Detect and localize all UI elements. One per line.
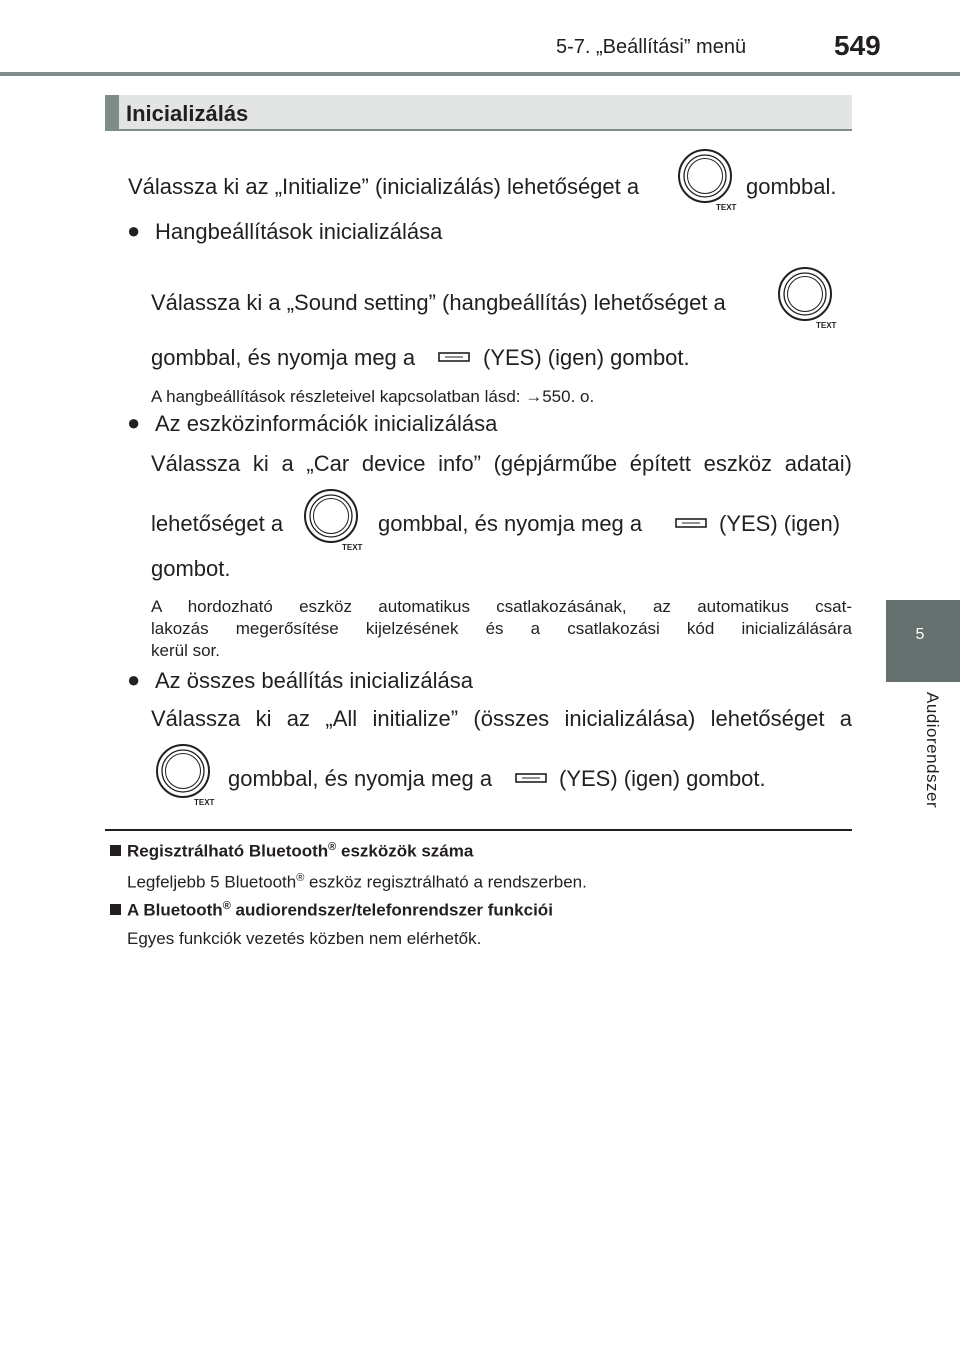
note-heading: Regisztrálható Bluetooth® eszközök száma xyxy=(110,841,473,862)
item-text: lehetőséget a xyxy=(151,511,284,536)
yes-button-icon xyxy=(515,771,547,789)
tune-knob-icon xyxy=(776,266,838,333)
item-text: gombbal, és nyomja meg a xyxy=(378,511,643,536)
section-heading-accent xyxy=(105,95,119,131)
item-title: Hangbeállítások inicializálása xyxy=(155,219,443,244)
note-text: Egyes funkciók vezetés közben nem elérhetők. xyxy=(127,929,482,948)
header-divider xyxy=(0,72,960,76)
item-text: gombot. xyxy=(151,556,231,581)
item-text: (YES) (igen) xyxy=(719,511,841,536)
section-heading: Inicializálás xyxy=(126,101,249,126)
bullet-icon: ● xyxy=(127,667,141,692)
item-text: (YES) (igen) gombot. xyxy=(559,766,766,791)
note-heading: A Bluetooth® audiorendszer/telefonrendszer funkciói xyxy=(110,900,553,921)
knob-label: TEXT xyxy=(816,321,837,330)
tune-knob-icon xyxy=(154,743,216,810)
section-title: 5-7. „Beállítási” menü xyxy=(556,36,747,58)
item-note: kerül sor. xyxy=(151,641,220,660)
bullet-icon: ● xyxy=(127,410,141,435)
item-text: Válassza ki az „All initialize” (összes inicializálása) lehetőséget a xyxy=(151,706,852,731)
yes-button-icon xyxy=(438,350,470,368)
item-text: Válassza ki a „Car device info” (gépjárműbe épített eszköz adatai) xyxy=(151,451,852,476)
chapter-tab-number: 5 xyxy=(915,626,925,643)
item-title: Az eszközinformációk inicializálása xyxy=(155,411,498,436)
item-text: gombbal, és nyomja meg a xyxy=(151,345,416,370)
knob-label: TEXT xyxy=(716,203,737,212)
square-bullet-icon xyxy=(110,845,121,856)
note-text: Legfeljebb 5 Bluetooth® eszköz regisztrálható a rendszerben. xyxy=(127,872,587,892)
yes-button-icon xyxy=(675,516,707,534)
knob-label: TEXT xyxy=(194,798,215,807)
tune-knob-icon xyxy=(302,488,364,555)
item-note: A hordozható eszköz automatikus csatlakozásának, az automatikus csat- xyxy=(151,597,852,616)
intro-text-end: gombbal. xyxy=(746,174,837,199)
tune-knob-icon xyxy=(676,148,738,215)
item-text: (YES) (igen) gombot. xyxy=(483,345,690,370)
page-number: 549 xyxy=(834,30,881,61)
notes-divider xyxy=(105,829,852,831)
item-text: gombbal, és nyomja meg a xyxy=(228,766,493,791)
chapter-tab-label: Audiorendszer xyxy=(923,692,942,809)
bullet-icon: ● xyxy=(127,218,141,243)
item-title: Az összes beállítás inicializálása xyxy=(155,668,473,693)
item-text: Válassza ki a „Sound setting” (hangbeállítás) lehetőséget a xyxy=(151,290,726,315)
item-note: lakozás megerősítése kijelzésének és a csatlakozási kód inicializálására xyxy=(151,619,852,638)
knob-label: TEXT xyxy=(342,543,363,552)
intro-text: Válassza ki az „Initialize” (inicializálás) lehetőséget a xyxy=(128,174,640,199)
square-bullet-icon xyxy=(110,904,121,915)
item-note: A hangbeállítások részleteivel kapcsolatban lásd: →550. o. xyxy=(151,387,595,406)
